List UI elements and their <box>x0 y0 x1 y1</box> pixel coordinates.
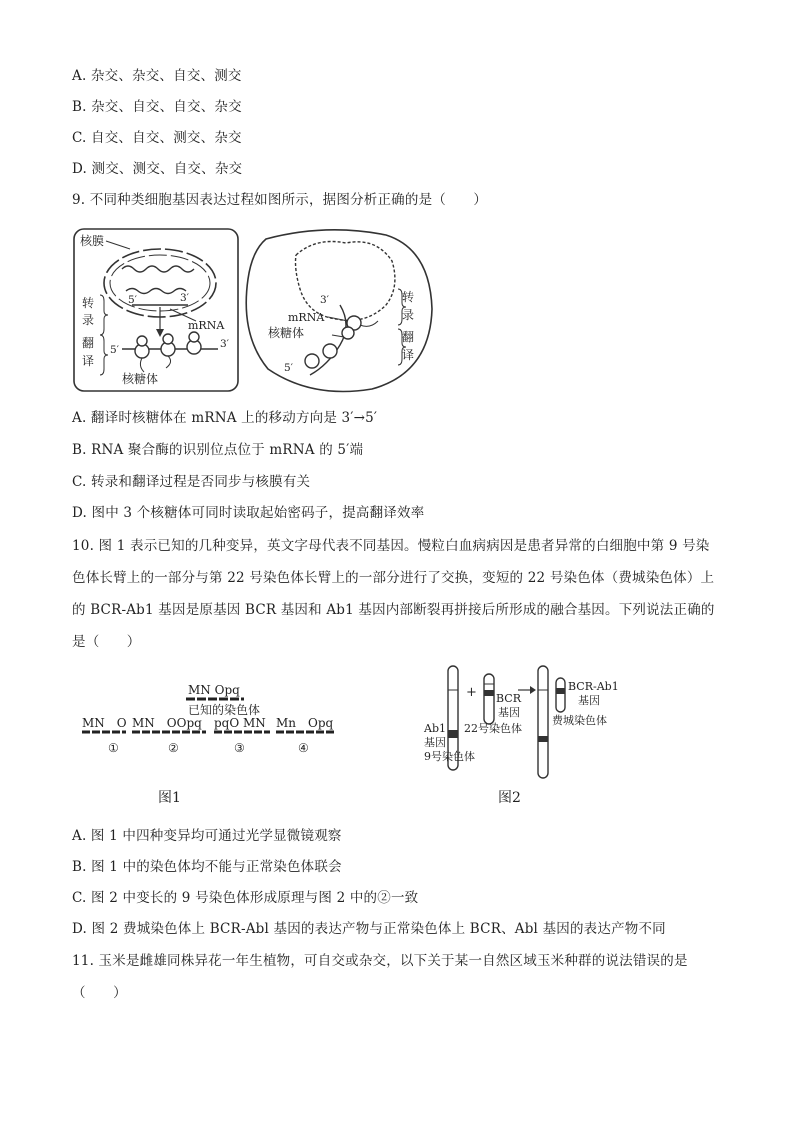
q8-option-a: A. 杂交、杂交、自交、测交 <box>72 68 242 84</box>
fig1-seg1: MN O <box>82 716 127 730</box>
fig1-num2: ② <box>168 741 179 755</box>
q9-figure <box>70 225 440 397</box>
fig1-seg4: Mn Opq <box>276 716 334 730</box>
label-r-translation-1: 翻 <box>402 330 415 344</box>
label-5prime-a: 5′ <box>128 294 138 306</box>
q11-stem: 11. 玉米是雌雄同株异花一年生植物，可自交或杂交，以下关于某一自然区域玉米种群的说法错误的是（ ） <box>72 953 688 1001</box>
label-mrna-left: mRNA <box>188 319 225 332</box>
label-mrna-right: mRNA <box>288 311 325 324</box>
label-3prime-a: 3′ <box>180 292 190 304</box>
prokaryote-cell-outline <box>74 229 238 391</box>
q8-option-b: B. 杂交、自交、自交、杂交 <box>72 99 242 115</box>
q10-stem: 10. 图 1 表示已知的几种变异，英文字母代表不同基因。慢粒白血病病因是患者异常的白细胞中第 9 号染色体长臂上的一部分与第 22 号染色体长臂上的一部分进行了交换，变短的 22 号染色体（费城染色体）上的 BCR-Ab1 基因是原基因 BCR 基因和 Ab1 基因内部断裂再拼接后所形成的融合基因。下列说法正确的是（ ） <box>72 538 715 650</box>
q10-option-b: B. 图 1 中的染色体均不能与正常染色体联会 <box>72 859 342 875</box>
label-translation-2: 译 <box>82 354 95 368</box>
fig2-plus: + <box>466 685 477 700</box>
fig1-known-genes: MN Opq <box>188 683 240 697</box>
fig1-known-label: 已知的染色体 <box>188 703 261 717</box>
label-translation-1: 翻 <box>82 336 95 350</box>
fig2-caption: 图2 <box>498 790 521 806</box>
q8-option-d: D. 测交、测交、自交、杂交 <box>72 161 243 177</box>
label-transcription-1: 转 <box>82 296 95 310</box>
q9-option-b: B. RNA 聚合酶的识别位点位于 mRNA 的 5′端 <box>72 442 364 458</box>
fig1-num1: ① <box>108 741 119 755</box>
fig1-seg3: pqO MN <box>214 716 266 730</box>
fig1-seg2: MN OOpq <box>132 716 202 730</box>
q10-fig1 <box>78 672 348 812</box>
q9-stem: 9. 不同种类细胞基因表达过程如图所示，据图分析正确的是（ ） <box>72 192 488 208</box>
label-3prime-right: 3′ <box>320 294 330 306</box>
label-r-transcription-1: 转 <box>402 290 415 304</box>
label-5prime-right: 5′ <box>284 362 294 374</box>
ribosome-r3 <box>305 354 319 368</box>
fig2-bcr: BCR <box>496 692 521 705</box>
fig2-philadelphia: 费城染色体 <box>552 714 607 727</box>
label-5prime-b: 5′ <box>110 344 120 356</box>
q10-fig2 <box>418 660 638 812</box>
q10-option-d: D. 图 2 费城染色体上 BCR-Abl 基因的表达产物与正常染色体上 BCR、Abl 基因的表达产物不同 <box>72 921 666 937</box>
label-nuclear-membrane: 核膜 <box>80 234 105 248</box>
q9-option-d: D. 图中 3 个核糖体可同时读取起始密码子，提高翻译效率 <box>72 505 425 521</box>
label-3prime-b: 3′ <box>220 338 230 350</box>
fig2-ab1-gene: 基因 <box>424 736 446 749</box>
ribosome-r2 <box>323 344 337 358</box>
dna-strand-left <box>122 266 194 272</box>
fig2-fusion: BCR-Ab1 <box>568 680 619 693</box>
label-ribosome-left: 核糖体 <box>122 372 159 386</box>
q9-option-a: A. 翻译时核糖体在 mRNA 上的移动方向是 3′→5′ <box>72 410 378 426</box>
philadelphia-chromosome <box>556 678 565 712</box>
q9-option-c: C. 转录和翻译过程是否同步与核膜有关 <box>72 474 311 490</box>
fig2-bcr-gene: 基因 <box>498 706 520 719</box>
nuclear-membrane <box>104 249 216 317</box>
q10-option-c: C. 图 2 中变长的 9 号染色体形成原理与图 2 中的②一致 <box>72 890 419 906</box>
label-r-translation-2: 译 <box>402 348 415 362</box>
fig2-chr9: 9号染色体 <box>424 750 475 763</box>
fig2-chr22: 22号染色体 <box>464 722 522 735</box>
fig1-caption: 图1 <box>158 790 181 806</box>
label-ribosome-right: 核糖体 <box>268 326 305 340</box>
fig1-num4: ④ <box>298 741 309 755</box>
chromosome-22 <box>484 674 494 724</box>
label-r-transcription-2: 录 <box>402 308 415 322</box>
q8-option-c: C. 自交、自交、测交、杂交 <box>72 130 242 146</box>
fig2-fusion-gene: 基因 <box>578 694 600 707</box>
chromosome-9-long <box>538 666 548 778</box>
dna-loop-right <box>296 242 395 321</box>
fig2-ab1: Ab1 <box>424 722 446 735</box>
q10-option-a: A. 图 1 中四种变异均可通过光学显微镜观察 <box>72 828 342 844</box>
fig1-num3: ③ <box>234 741 245 755</box>
label-transcription-2: 录 <box>82 313 95 327</box>
